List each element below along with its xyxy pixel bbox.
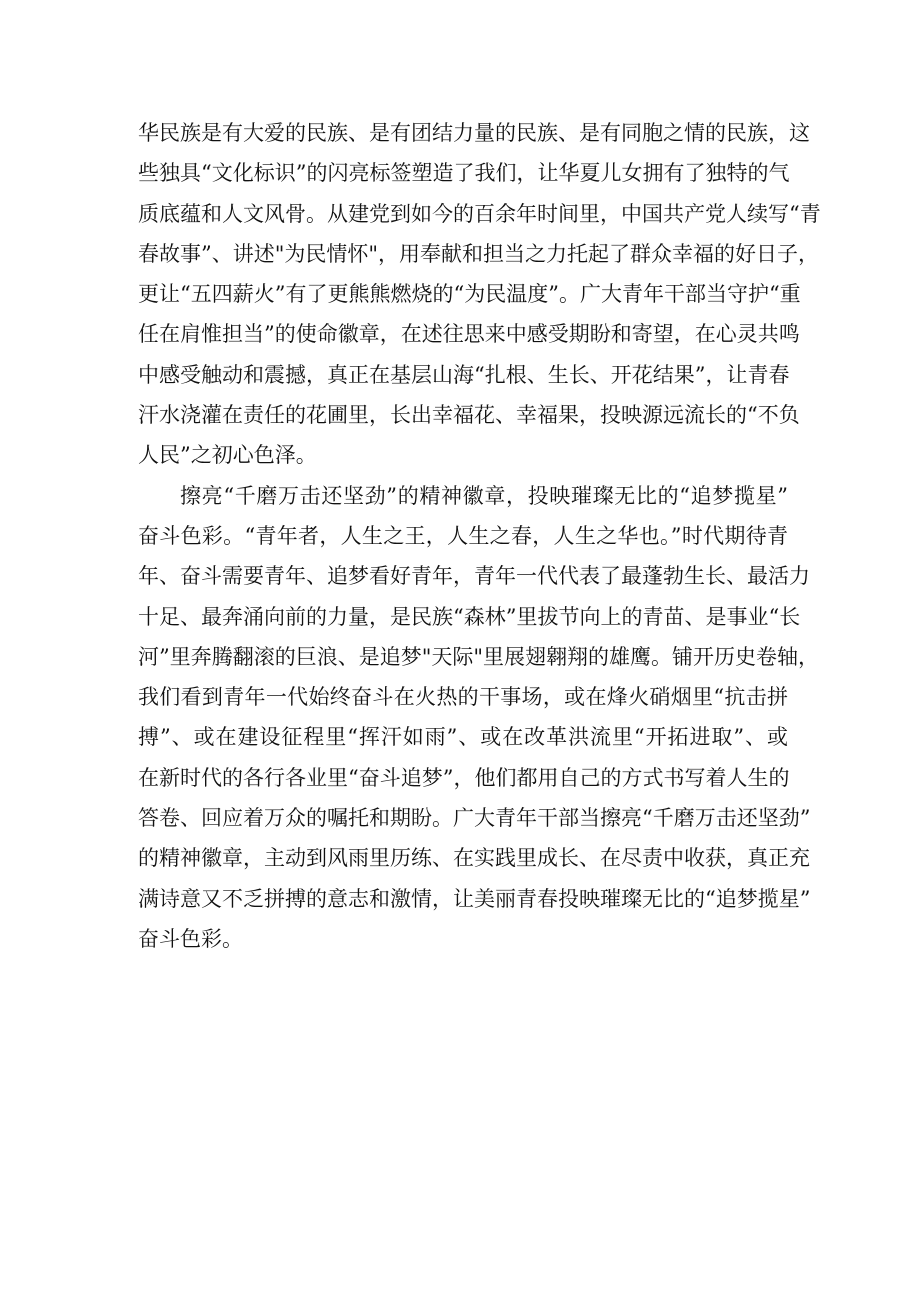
paragraph-1-line-7: 中感受触动和震撼，真正在基层山海“扎根、生长、开花结果”，让青春 <box>138 362 790 387</box>
paragraph-1-line-3: 质底蕴和人文风骨。从建党到如今的百余年时间里，中国共产党人续写“青 <box>138 201 821 226</box>
document-body <box>138 113 821 959</box>
paragraph-2 <box>138 476 820 960</box>
paragraph-2-line-3: 年、奋斗需要青年、追梦看好青年，青年一代代表了最蓬勃生长、最活力 <box>138 564 810 589</box>
paragraph-2-line-2: 奋斗色彩。“青年者，人生之王，人生之春，人生之华也。”时代期待青 <box>138 523 788 548</box>
paragraph-1-line-9: 人民”之初心色泽。 <box>138 443 317 468</box>
paragraph-1-line-4: 春故事”、讲述"为民情怀"，用奉献和担当之力托起了群众幸福的好日子， <box>138 241 820 266</box>
paragraph-1-line-2: 些独具“文化标识”的闪亮标签塑造了我们，让华夏儿女拥有了独特的气 <box>138 161 790 186</box>
paragraph-1-line-1: 华民族是有大爱的民族、是有团结力量的民族、是有同胞之情的民族，这 <box>138 121 810 145</box>
paragraph-2-line-12: 奋斗色彩。 <box>138 926 243 951</box>
paragraph-2-line-11: 满诗意又不乏拼搏的意志和激情，让美丽青春投映璀璨无比的“追梦揽星” <box>138 886 811 911</box>
paragraph-1 <box>138 113 821 476</box>
paragraph-2-line-6: 我们看到青年一代始终奋斗在火热的干事场，或在烽火硝烟里“抗击拼 <box>138 685 788 710</box>
paragraph-1-line-5: 更让“五四薪火”有了更熊熊燃烧的“为民温度”。广大青年干部当守护“重 <box>138 282 801 307</box>
paragraph-2-line-5: 河”里奔腾翻滚的巨浪、是追梦"天际"里展翅翱翔的雄鹰。铺开历史卷轴， <box>138 644 820 669</box>
paragraph-2-line-4: 十足、最奔涌向前的力量，是民族“森林”里拔节向上的青苗、是事业“长 <box>138 604 801 629</box>
paragraph-2-line-1: 擦亮“千磨万击还坚劲”的精神徽章，投映璀璨无比的“追梦揽星” <box>180 483 788 508</box>
paragraph-2-line-9: 答卷、回应着万众的嘱托和期盼。广大青年干部当擦亮“千磨万击还坚劲” <box>138 806 811 831</box>
paragraph-1-line-6: 任在肩惟担当”的使命徽章，在述往思来中感受期盼和寄望，在心灵共鸣 <box>138 322 800 347</box>
paragraph-2-line-8: 在新时代的各行各业里“奋斗追梦”，他们都用自己的方式书写着人生的 <box>138 765 790 790</box>
paragraph-2-line-10: 的精神徽章，主动到风雨里历练、在实践里成长、在尽责中收获，真正充 <box>138 846 810 871</box>
paragraph-2-line-7: 搏”、或在建设征程里“挥汗如雨”、或在改革洪流里“开拓进取”、或 <box>138 725 788 750</box>
paragraph-1-line-8: 汗水浇灌在责任的花圃里，长出幸福花、幸福果，投映源远流长的“不负 <box>138 403 800 428</box>
